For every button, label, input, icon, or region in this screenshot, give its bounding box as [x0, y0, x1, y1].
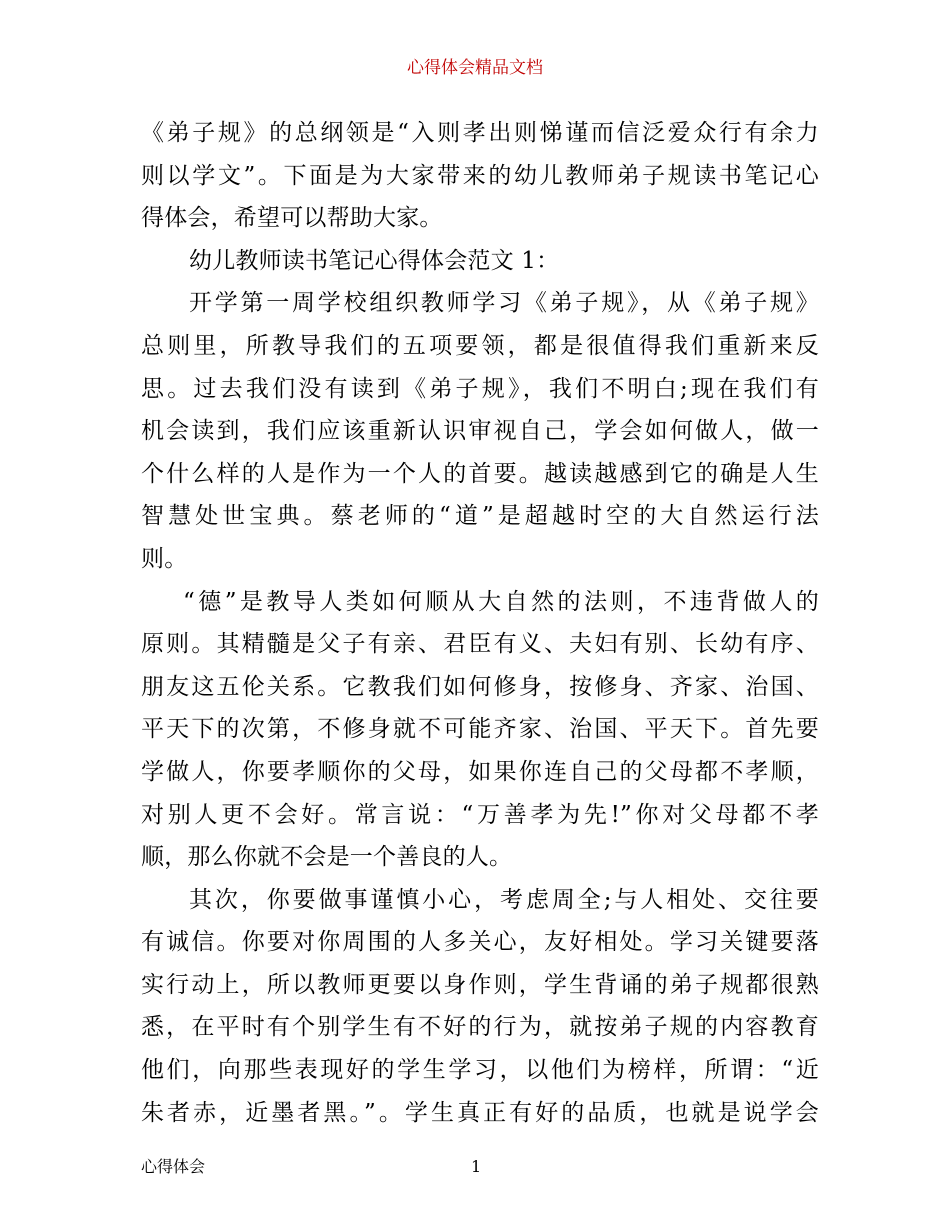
paragraph-line: 其次，你要做事谨慎小心，考虑周全;与人相处、交往要 — [189, 886, 819, 913]
document-body — [141, 112, 819, 1134]
paragraph-line: 朱者赤，近墨者黑。”。学生真正有好的品质，也就是说学会 — [141, 1099, 819, 1126]
paragraph-line: 实行动上，所以教师更要以身作则，学生背诵的弟子规都很熟 — [141, 971, 819, 998]
paragraph-line: 思。过去我们没有读到《弟子规》，我们不明白;现在我们有 — [141, 375, 819, 402]
paragraph-line: 有诚信。你要对你周围的人多关心，友好相处。学习关键要落 — [141, 929, 819, 956]
paragraph-line: 顺，那么你就不会是一个善良的人。 — [141, 844, 513, 871]
paragraph-line: 悉，在平时有个别学生有不好的行为，就按弟子规的内容教育 — [141, 1014, 819, 1041]
paragraph-line: 对别人更不会好。常言说：“万善孝为先!”你对父母都不孝 — [141, 801, 819, 828]
page-number: 1 — [471, 1157, 482, 1176]
section-heading: 幼儿教师读书笔记心得体会范文 1： — [189, 247, 560, 274]
paragraph-line: 则。 — [141, 545, 188, 572]
paragraph-line: 则以学文”。下面是为大家带来的幼儿教师弟子规读书笔记心 — [141, 162, 819, 189]
paragraph-line: 得体会，希望可以帮助大家。 — [141, 205, 443, 232]
paragraph-line: 平天下的次第，不修身就不可能齐家、治国、平天下。首先要 — [141, 716, 819, 743]
page-footer-label: 心得体会 — [141, 1157, 206, 1176]
paragraph-line: 朋友这五伦关系。它教我们如何修身，按修身、齐家、治国、 — [141, 673, 819, 700]
paragraph-line: “德”是教导人类如何顺从大自然的法则，不违背做人的 — [183, 588, 819, 615]
paragraph-line: 他们，向那些表现好的学生学习，以他们为榜样，所谓：“近 — [141, 1057, 819, 1084]
paragraph-line: 《弟子规》的总纲领是“入则孝出则悌谨而信泛爱众行有余力 — [141, 120, 819, 146]
paragraph-line: 智慧处世宝典。蔡老师的“道”是超越时空的大自然运行法 — [141, 503, 819, 530]
page-header-title: 心得体会精品文档 — [407, 58, 543, 78]
paragraph-line: 机会读到，我们应该重新认识审视自己，学会如何做人，做一 — [141, 418, 819, 445]
paragraph-line: 原则。其精髓是父子有亲、君臣有义、夫妇有别、长幼有序、 — [141, 631, 819, 658]
paragraph-line: 开学第一周学校组织教师学习《弟子规》，从《弟子规》 — [189, 290, 819, 317]
paragraph-line: 总则里，所教导我们的五项要领，都是很值得我们重新来反 — [141, 332, 819, 359]
paragraph-line: 个什么样的人是作为一个人的首要。越读越感到它的确是人生 — [141, 460, 819, 487]
paragraph-line: 学做人，你要孝顺你的父母，如果你连自己的父母都不孝顺， — [141, 758, 819, 785]
